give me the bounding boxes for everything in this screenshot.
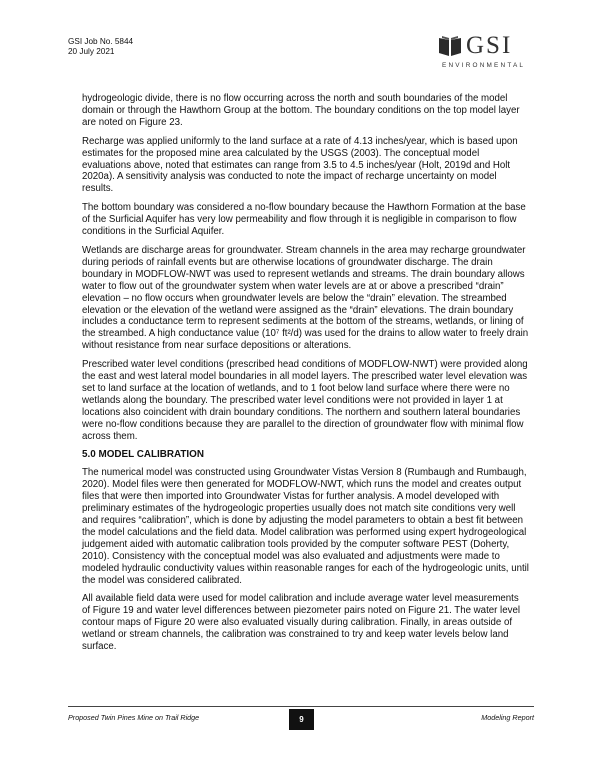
logo-subtitle-text: ENVIRONMENTAL (442, 62, 526, 69)
footer-project-title: Proposed Twin Pines Mine on Trail Ridge (68, 713, 200, 722)
gsi-logo (438, 32, 538, 75)
paragraph-boundary-conditions: hydrogeologic divide, there is no flow occurring across the north and south boundaries of the model domain or through the Hawthorn Group at the bottom. The boundary conditions on the top model layer are noted on Figure 23. (82, 93, 520, 128)
logo-brand-text: GSI (466, 32, 513, 59)
page-number-badge: 9 (289, 709, 314, 730)
paragraph-prescribed-water-level: Prescribed water level conditions (prescribed head conditions of MODFLOW-NWT) were provided along the east and west lateral model boundaries in all model layers. The prescribed water level elevation was set to land surface at the location of wetlands, and to 1 foot below land surface where there were no wetlands along the boundary. The prescribed water level conditions were not provided in layer 1 at locations also coincident with drain boundary conditions. The northern and southern lateral boundaries were no-flow conditions because they are parallel to the direction of groundwater flow with minimal flow across them. (82, 359, 528, 442)
paragraph-recharge: Recharge was applied uniformly to the land surface at a rate of 4.13 inches/year, which is based upon estimates for the proposed mine area calculated by the USGS (2003). The conceptual model evaluations above, noted that estimates can range from 3.5 to 4.5 inches/year (Holt, 2019d and Holt 2020a). A sensitivity analysis was conducted to note the impact of recharge uncertainty on model results. (82, 135, 518, 195)
report-date: 20 July 2021 (68, 47, 115, 56)
section-heading: 5.0 MODEL CALIBRATION (82, 449, 204, 461)
paragraph-wetlands: Wetlands are discharge areas for groundwater. Stream channels in the area may recharge groundwater during periods of rainfall events but are otherwise locations of groundwater discharge. The drain boundary in MODFLOW-NWT was used to represent wetlands and streams. The drain boundary allows water to flow out of the groundwater system when water levels are at or above a prescribed “drain” elevation – no flow occurs when groundwater levels are below the “drain” elevation. The streambed elevation or the elevation of the wetland were assigned as the “drain” elevations. The drain boundary includes a conductance term to represent sediments at the bottom of the streams, wetlands, or lining of the streambed. A high conductance value (10⁷ ft²/d) was used for the drains to allow water to freely drain without resistance from near surface depositions or alterations. (82, 244, 529, 352)
paragraph-bottom-boundary: The bottom boundary was considered a no-flow boundary because the Hawthorn Formation at the base of the Surficial Aquifer has very low permeability and flow through it is negligible in comparison to flow conditions in the Surficial Aquifer. (82, 202, 526, 238)
paragraph-model-construction: The numerical model was constructed using Groundwater Vistas Version 8 (Rumbaugh and Rumbaugh, 2020). Model files were then generated for MODFLOW-NWT, which runs the model and creates output files that were then imported into Groundwater Vistas for further analysis. A model developed with preliminary estimates of the hydrogeologic properties usually does not match site conditions very well and requires “calibration”, which is done by adjusting the model parameters to obtain a best fit between the model calculations and the field data. Model calibration was performed using expert hydrogeological judgement aided with automatic calibration tools provided by the computer software PEST (Doherty, 2010). Consistency with the conceptual model was also evaluated and adjustments were made to modeled hydraulic conductivity values within reasonable ranges for each of the hydrogeologic units, until the model was considered calibrated. (82, 467, 529, 586)
footer-report-type: Modeling Report (481, 713, 534, 722)
page-header (68, 37, 133, 57)
book-logo-icon (438, 35, 462, 57)
footer-divider (68, 706, 534, 707)
report-body (82, 93, 529, 660)
job-number: GSI Job No. 5844 (68, 37, 134, 46)
paragraph-field-data: All available field data were used for model calibration and include average water level measurements of Figure 19 and water level differences between piezometer pairs noted on Figure 21. The water level contour maps of Figure 20 were also evaluated visually during calibration. Finally, in areas outside of wetland or stream channels, the calibration was constrained to try and keep water levels below land surface. (82, 593, 520, 653)
